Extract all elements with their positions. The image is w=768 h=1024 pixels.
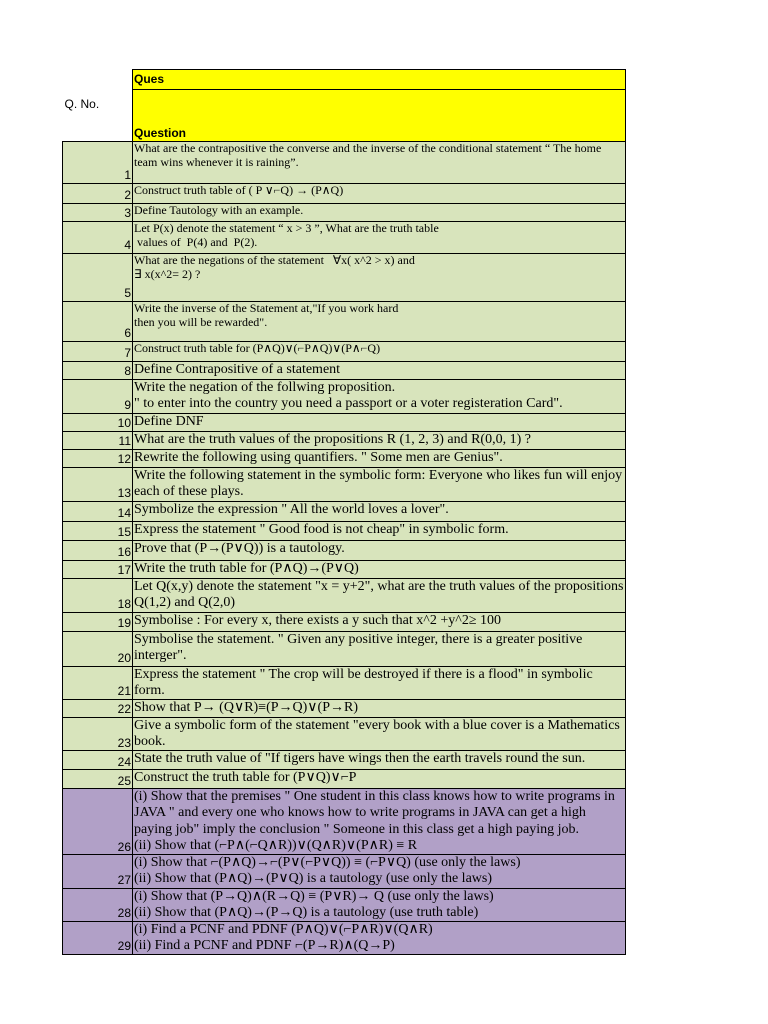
question-number-cell[interactable]: 13 [63, 468, 133, 502]
question-text-cell[interactable] [133, 700, 626, 718]
question-number-cell[interactable]: 18 [63, 579, 133, 613]
question-text-cell[interactable] [133, 770, 626, 789]
question-text-line: Write the following statement in the symbolic form: Everyone who likes fun will enjoy each of these plays. [134, 468, 626, 500]
question-text-cell[interactable] [133, 751, 626, 770]
question-number-cell[interactable]: 25 [63, 770, 133, 789]
question-text-cell[interactable] [133, 561, 626, 579]
header-row-top [63, 70, 626, 90]
table-row [63, 380, 626, 414]
question-number-cell[interactable]: 21 [63, 667, 133, 700]
question-text-line: ∃ x(x^2= 2) ? [134, 266, 201, 281]
table-row [63, 204, 626, 222]
question-text-cell[interactable] [133, 522, 626, 541]
table-row [63, 855, 626, 888]
question-number-cell[interactable]: 3 [63, 204, 133, 222]
question-text-line: Show that P→ (Q∨R)≡(P→Q)∨(P→R) [134, 700, 359, 716]
table-row [63, 888, 626, 921]
question-text-line: Symbolize the expression " All the world loves a lover". [134, 502, 449, 517]
question-number-cell[interactable]: 8 [63, 362, 133, 380]
question-text-cell[interactable] [133, 632, 626, 667]
table-row [63, 522, 626, 541]
question-text-line: Write the inverse of the Statement at,"If you work hard [134, 301, 399, 315]
question-text-line: Construct the truth table for (P∨Q)∨⌐P [134, 770, 357, 786]
question-number-cell[interactable]: 12 [63, 450, 133, 468]
table-row [63, 613, 626, 632]
question-text-cell[interactable] [133, 855, 626, 888]
question-number-cell[interactable]: 27 [63, 855, 133, 888]
table-row [63, 632, 626, 667]
table-row [63, 342, 626, 362]
question-text-line: (ii) Find a PCNF and PDNF ⌐(P→R)∧(Q→P) [134, 937, 395, 953]
question-text-cell[interactable] [133, 667, 626, 700]
question-text-line: " to enter into the country you need a passport or a voter registeration Card". [134, 396, 563, 412]
question-number-cell[interactable]: 19 [63, 613, 133, 632]
question-text-cell[interactable] [133, 502, 626, 522]
question-number-cell[interactable]: 28 [63, 888, 133, 921]
question-text-line: values of P(4) and P(2). [134, 234, 258, 249]
question-text-line: Let Q(x,y) denote the statement "x = y+2", what are the truth values of the propositions Q(1,2) and Q(2,0) [134, 579, 627, 611]
question-text-cell[interactable] [133, 888, 626, 921]
question-text-cell[interactable] [133, 921, 626, 954]
question-number-cell[interactable]: 5 [63, 254, 133, 302]
question-number-cell[interactable]: 4 [63, 222, 133, 254]
question-text-cell[interactable] [133, 541, 626, 561]
table-row [63, 921, 626, 954]
table-row [63, 450, 626, 468]
table-row [63, 414, 626, 432]
table-row [63, 502, 626, 522]
question-number-cell[interactable]: 26 [63, 789, 133, 855]
table-row [63, 718, 626, 751]
question-table [62, 69, 626, 955]
question-number-cell[interactable]: 7 [63, 342, 133, 362]
question-number-cell[interactable]: 20 [63, 632, 133, 667]
question-number-cell[interactable]: 9 [63, 380, 133, 414]
question-text-line: Let P(x) denote the statement “ x > 3 ”, What are the truth table [134, 221, 439, 235]
question-number-cell[interactable]: 24 [63, 751, 133, 770]
table-row [63, 667, 626, 700]
question-number-cell[interactable]: 1 [63, 142, 133, 184]
table-row [63, 579, 626, 613]
question-text-line: (ii) Show that (⌐P∧(⌐Q∧R))∨(Q∧R)∨(P∧R) ≡ R [134, 837, 418, 853]
question-text-cell[interactable] [133, 613, 626, 632]
question-text-line: Define DNF [134, 414, 204, 429]
table-row [63, 541, 626, 561]
table-row [63, 184, 626, 204]
question-text-line: Write the negation of the follwing proposition. [134, 380, 396, 395]
question-text-line: (ii) Show that (P∧Q)→(P→Q) is a tautology (use truth table) [134, 904, 479, 920]
question-text-line: Symbolise the statement. " Given any positive integer, there is a greater positive interger". [134, 632, 586, 664]
question-number-cell[interactable]: 22 [63, 700, 133, 718]
question-text-cell[interactable] [133, 302, 626, 342]
table-row [63, 142, 626, 184]
question-number-cell[interactable]: 15 [63, 522, 133, 541]
question-text-cell[interactable] [133, 579, 626, 613]
question-text-line: Give a symbolic form of the statement "every book with a blue cover is a Mathematics book. [134, 718, 624, 750]
question-text-line: (i) Find a PCNF and PDNF (P∧Q)∨(⌐P∧R)∨(Q∧R) [134, 921, 433, 937]
table-row [63, 770, 626, 789]
question-text-cell[interactable] [133, 222, 626, 254]
question-text-line: then you will be rewarded". [134, 314, 268, 329]
question-number-cell[interactable]: 6 [63, 302, 133, 342]
question-header[interactable]: Question [133, 90, 626, 142]
question-text-cell[interactable] [133, 362, 626, 380]
question-text-cell[interactable] [133, 380, 626, 414]
table-row [63, 254, 626, 302]
question-text-line: State the truth value of "If tigers have wings then the earth travels round the sun. [134, 751, 586, 767]
question-text-line: Symbolise : For every x, there exists a y such that x^2 +y^2≥ 100 [134, 613, 502, 628]
question-text-line: Construct truth table of ( P ∨⌐Q) → (P∧Q) [134, 183, 344, 197]
question-text-cell[interactable] [133, 142, 626, 184]
question-text-line: (i) Show that the premises " One student in this class knows how to write programs in JAVA " and every one who knows how to write programs in JAVA can get a high paying job" imply the conclusion " Someone in this class get a high paying job. [134, 789, 619, 837]
question-text-line: Express the statement " The crop will be destroyed if there is a flood" in symbolic form. [134, 667, 597, 699]
question-number-cell[interactable]: 16 [63, 541, 133, 561]
table-row [63, 362, 626, 380]
question-text-cell[interactable] [133, 184, 626, 204]
question-number-cell[interactable]: 10 [63, 414, 133, 432]
question-text-line: Define Contrapositive of a statement [134, 362, 341, 377]
question-text-cell[interactable] [133, 718, 626, 751]
question-text-cell[interactable] [133, 450, 626, 468]
table-row [63, 700, 626, 718]
question-text-cell[interactable] [133, 414, 626, 432]
question-text-line: (i) Show that ⌐(P∧Q)→⌐(P∨(⌐P∨Q)) ≡ (⌐P∨Q) (use only the laws) [134, 855, 521, 871]
question-text-line: Prove that (P→(P∨Q)) is a tautology. [134, 541, 345, 556]
table-row [63, 751, 626, 770]
question-text-cell[interactable] [133, 468, 626, 502]
question-number-cell[interactable]: 2 [63, 184, 133, 204]
question-text-line: (i) Show that (P→Q)∧(R→Q) ≡ (P∨R)→ Q (use only the laws) [134, 888, 494, 904]
question-number-cell[interactable]: 17 [63, 561, 133, 579]
table-row [63, 468, 626, 502]
question-text-cell[interactable] [133, 789, 626, 855]
question-text-line: Construct truth table for (P∧Q)∨(⌐P∧Q)∨(P∧⌐Q) [134, 341, 381, 355]
question-number-cell[interactable]: 23 [63, 718, 133, 751]
table-row [63, 222, 626, 254]
qno-header[interactable]: Q. No. [63, 70, 133, 142]
question-text-cell[interactable] [133, 432, 626, 450]
question-text-line: What are the contrapositive the converse and the inverse of the conditional statement “ The home team wins whenever it is raining”. [134, 141, 605, 169]
ques-header[interactable]: Ques [133, 70, 626, 90]
question-text-line: Express the statement " Good food is not cheap" in symbolic form. [134, 522, 509, 537]
header-row-bottom [63, 90, 626, 142]
question-text-line: Define Tautology with an example. [134, 203, 304, 217]
question-text-cell[interactable] [133, 342, 626, 362]
question-text-line: What are the negations of the statement ∀x( x^2 > x) and [134, 253, 415, 267]
question-text-cell[interactable] [133, 254, 626, 302]
question-number-cell[interactable]: 11 [63, 432, 133, 450]
question-text-cell[interactable] [133, 204, 626, 222]
question-text-line: Write the truth table for (P∧Q)→(P∨Q) [134, 561, 359, 576]
table-row [63, 302, 626, 342]
table-row [63, 432, 626, 450]
table-row [63, 561, 626, 579]
question-text-line: What are the truth values of the propositions R (1, 2, 3) and R(0,0, 1) ? [134, 432, 531, 447]
table-row [63, 789, 626, 855]
question-text-line: Rewrite the following using quantifiers. " Some men are Genius". [134, 450, 503, 465]
question-text-line: (ii) Show that (P∧Q)→(P∨Q) is a tautology (use only the laws) [134, 871, 493, 887]
question-number-cell[interactable]: 14 [63, 502, 133, 522]
question-number-cell[interactable]: 29 [63, 921, 133, 954]
